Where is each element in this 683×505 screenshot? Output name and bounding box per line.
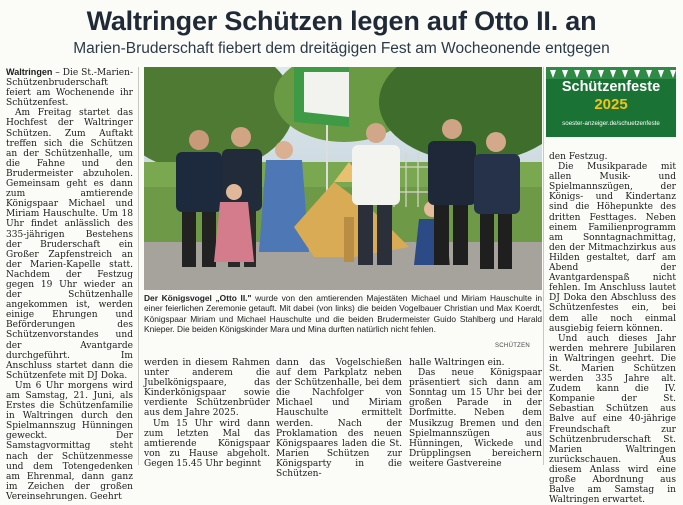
paragraph: Um 15 Uhr wird dann zum letzten Mal das amtierende Königspaar von zu Hause abgeholt. Gegen 15.45 Uhr beginnt [144, 418, 270, 469]
promo-url[interactable]: soester-anzeiger.de/schuetzenfeste [562, 120, 660, 127]
article-column-5 [549, 152, 676, 505]
paragraph: Die Musikparade mit allen Musik- und Spielmannszügen, der Königs- und Kindertanz sind die Höhepunkte des dritten Festtages. Neben einem Familienprogramm am Sonntagnachmittag, den der Mitmachzirkus aus Hilden gestaltet, darf am Abend der Avantgardenspaß nicht fehlen. Im Anschluss lautet DJ Doka den Abschluss des Schützenfestes ein, bei dem alle noch einmal ausgiebig feiern können. [549, 162, 676, 334]
paragraph: den Festzug. [549, 152, 608, 162]
paragraph: Und auch dieses Jahr werden mehrere Jubilaren in Waltringen geehrt. Die St. Marien Schützen werden 335 Jahre alt. Zudem kann die IV. Kompanie der St. Sebastian Schützen aus Balve auf eine 40-jährige Freundschaft zur Schützenbruderschaft St. Marien Waltringen zurückschauen. Aus diesem Anlass wird eine große Abordnung aus Balve am Samstag in Waltringen erwartet. [549, 333, 676, 505]
paragraph: werden in diesem Rahmen unter anderem die Jubelkönigspaare, das Kinderkönigspaar sowie verdiente Schützenbrüder aus dem Jahre 2025. [144, 358, 270, 419]
photo-caption: Der Königsvogel „Otto II." wurde von den amtierenden Majestäten Michael und Miriam Hauschulte in einer feierlichen Zeremonie getauft. Mit dabei (von links) die beiden Vogelbauer Christian und Max Koerdt, Königspaar Miriam und Michael Hauschulte und die beiden Brudermeister Guido Stahlberg und Harald Knieper. Die beiden Königskinder Mara und Mina durften natürlich nicht fehlen. [144, 293, 543, 335]
pennant-banner [546, 67, 676, 79]
paragraph: Das neue Königspaar präsentiert sich dann am Sonntag um 15 Uhr bei der großen Parade in der Dorfmitte. Neben dem Musikzug Bremen und den Spielmannszügen aus Hünningen, Wickede und Drüpplingsen bereichern weitere Gastvereine [409, 368, 542, 469]
promo-year: 2025 [594, 96, 628, 113]
paragraph: dann das Vogelschießen auf dem Parkplatz neben der Schützenhalle, bei dem die Nachfolger von Michael und Miriam Hauschulte ermittelt werden. Nach der Proklamation des neuen Königspaares laden die St. Marien Schützen zur Königsparty in die Schützen- [276, 358, 402, 480]
headline: Waltringer Schützen legen auf Otto II. an [86, 6, 597, 36]
paragraph: Am Freitag startet das Hochfest der Waltringer Schützen. Zum Auftakt treffen sich die Schützen an der Schützenhalle, um die Fahne und den Brudermeister abzuholen. Gemeinsam geht es dann zum amtierende Königspaar Michael und Miriam Hauschulte. Um 18 Uhr findet anlässlich des 335-jährigen Bestehens der Bruderschaft ein Großer Zapfenstreich an der Marien-Kapelle statt. Nachdem der Festzug gegen 19 Uhr wieder an der Schützenhalle angekommen ist, werden einige Ehrungen und Beförderungen des Schützenvorstandes und der Avantgarde durchgeführt. Im Anschluss startet dann die Schützenfete mit DJ Doka. [6, 108, 133, 381]
paragraph: Um 6 Uhr morgens wird am Samstag, 21. Juni, als Erstes die Schützenfamilie in Waltringen durch den Spielmannszug Hünningen geweckt. Der Samstagvormittag steht nach der Schützenmesse und dem Totengedenken am Ehrenmal, dann ganz im Zeichen der großen Vereinsehrungen. Geehrt [6, 380, 133, 502]
photo-credit: SCHÜTZEN [495, 343, 531, 349]
caption-lead: Der Königsvogel „Otto II." [144, 293, 252, 303]
promo-box-schuetzenfeste[interactable] [546, 67, 676, 137]
column-divider [138, 67, 139, 465]
article-column-2 [144, 358, 270, 469]
article-photo [144, 67, 542, 290]
article-column-4 [409, 358, 542, 469]
subheadline: Marien-Bruderschaft fiebert dem dreitägigen Fest am Wocheonende entgegen [73, 40, 610, 57]
paragraph: Waltringen – Die St.-Marien-Schützenbruderschaft feiert am Wochenende ihr Schützenfest. [6, 67, 133, 109]
promo-title: Schützenfeste [561, 79, 661, 95]
column-divider [543, 67, 544, 465]
paragraph: halle Waltringen ein. [409, 358, 505, 368]
article-column-3 [276, 358, 402, 479]
photo-scene [144, 67, 542, 290]
article-column-1 [6, 67, 133, 502]
dateline: Waltringen [6, 67, 53, 77]
